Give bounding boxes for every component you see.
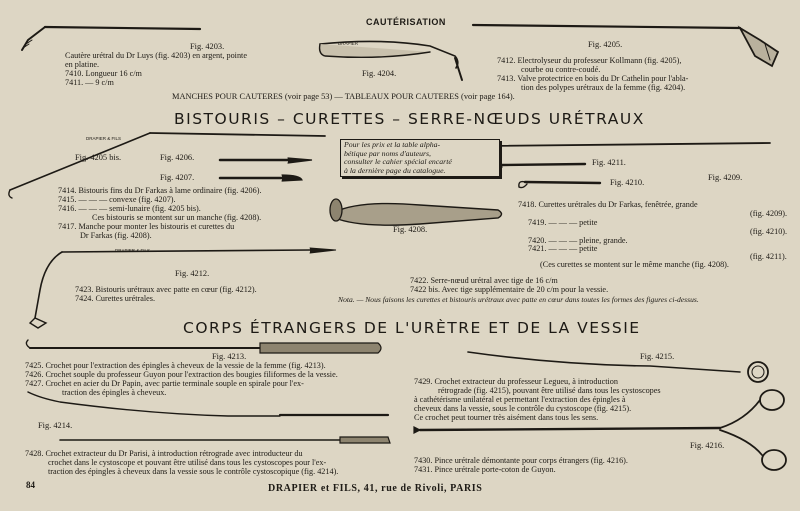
cauter-text-l4: 7411. — 9 c/m	[65, 78, 114, 87]
fig-label: Fig. 4216.	[690, 441, 725, 450]
parisi-text-l1: 7428. Crochet extracteur du Dr Parisi, à introduction rétrograde avec introducteur du	[25, 449, 303, 458]
note-line: à la dernière page du catalogue.	[344, 165, 446, 175]
maker-mark: DRAPIER	[338, 41, 359, 46]
crochet-text-l3: 7427. Crochet en acier du Dr Papin, avec partie terminale souple en spirale pour l'ex-	[25, 379, 304, 388]
fig-label: Fig. 4210.	[610, 178, 645, 187]
manches-line: MANCHES POUR CAUTERES (voir page 53) — TABLEAUX POUR CAUTERES (voir page 164).	[172, 92, 515, 101]
serre-noeud-l1: 7422. Serre-nœud urétral avec tige de 16 c/m	[410, 276, 558, 285]
bistouris-uretraux-l2: 7424. Curettes urétrales.	[75, 294, 156, 303]
fig-label: Fig. 4209.	[708, 173, 743, 182]
maker-mark: DRAPIER & FILS	[115, 248, 151, 253]
fig-label: Fig. 4211.	[592, 158, 626, 167]
bistouris-text-l3: 7416. — — — semi-lunaire (fig. 4205 bis).	[58, 204, 201, 213]
section-heading-bistouris: BISTOURIS – CURETTES – SERRE-NŒUDS URÉTRAUX	[174, 110, 645, 128]
crochet-text-l4: traction des épingles à cheveux.	[62, 388, 167, 397]
fig-label: Fig. 4205 bis.	[75, 153, 122, 162]
manche-farkas-drawing	[330, 199, 502, 225]
bistouris-text-l5: 7417. Manche pour monter les bistouris et curettes du	[58, 222, 235, 231]
cathelin-text-l1: 7413. Valve protectrice en bois du Dr Cathelin pour l'abla-	[497, 74, 689, 83]
serre-noeud-l2: 7422 bis. Avec tige supplémentaire de 20 c/m pour la vessie.	[410, 285, 609, 294]
legueu-text-l3: à cathétérisme unilatéral et permettant l'extraction des épingles à	[414, 395, 626, 404]
section-heading-corps-etrangers: CORPS ÉTRANGERS DE L'URÈTRE ET DE LA VESSIE	[183, 319, 641, 337]
crochet-4214-drawing	[28, 392, 390, 443]
note-line: bétique par noms d'auteurs,	[344, 148, 431, 158]
section-heading-cauterisation: CAUTÉRISATION	[366, 17, 446, 27]
curettes-text-l1: 7418. Curettes urétrales du Dr Farkas, fenêtrée, grande	[518, 200, 698, 209]
pince-text-l1: 7430. Pince urétrale démontante pour corps étrangers (fig. 4216).	[414, 456, 628, 465]
parisi-text-l3: traction des épingles à cheveux dans la vessie sous le contrôle cystoscopique (fig. 4214).	[48, 467, 339, 476]
kollmann-text-l2: courbe ou contre-coudé.	[521, 65, 601, 74]
crochet-text-l1: 7425. Crochet pour l'extraction des épingles à cheveux de la vessie de la femme (fig. 4213).	[25, 361, 326, 370]
cathelin-text-l2: tion des polypes urétraux de la femme (fig. 4204).	[521, 83, 686, 92]
bistouri-4206-drawing	[220, 158, 312, 163]
cautere-luys-drawing	[22, 27, 200, 50]
fig-label: Fig. 4203.	[190, 42, 225, 51]
fig-label: Fig. 4213.	[212, 352, 247, 361]
curettes-text-l6: 7421. — — — petite	[528, 244, 598, 253]
curette-4211-drawing	[494, 164, 585, 171]
crochet-text-l2: 7426. Crochet souple du professeur Guyon pour l'extraction des bougies filiformes de la vessie.	[25, 370, 338, 379]
cauter-text-l1: Cautère urétral du Dr Luys (fig. 4203) en argent, pointe	[65, 51, 247, 60]
fig-label: Fig. 4205.	[588, 40, 623, 49]
legueu-text-l2: rétrograde (fig. 4215), pouvant être utilisé dans tous les cystoscopes	[438, 386, 661, 395]
fig-label: Fig. 4214.	[38, 421, 73, 430]
maker-mark: DRAPIER & FILS	[86, 136, 122, 141]
fig-label: Fig. 4207.	[160, 173, 195, 182]
note-line: Pour les prix et la table alpha-	[344, 140, 441, 149]
curette-4209-drawing	[481, 143, 770, 154]
catalogue-note-box	[340, 139, 500, 177]
fig-label: Fig. 4204.	[362, 69, 397, 78]
curettes-text-l4: (fig. 4210).	[750, 227, 788, 236]
curettes-text-l3: 7419. — — — petite	[528, 218, 598, 227]
pince-text-l2: 7431. Pince urétrale porte-coton de Guyon.	[414, 465, 556, 474]
legueu-text-l1: 7429. Crochet extracteur du professeur Legueu, à introduction	[414, 377, 618, 386]
curettes-text-l7: (fig. 4211).	[750, 252, 787, 261]
curettes-text-l2: (fig. 4209).	[750, 209, 788, 218]
kollmann-text-l1: 7412. Electrolyseur du professeur Kollmann (fig. 4205),	[497, 56, 682, 65]
legueu-text-l5: Ce crochet peut tourner très aisément dans tous les sens.	[414, 413, 599, 422]
fig-label: Fig. 4215.	[640, 352, 675, 361]
curettes-text-l8: (Ces curettes se montent sur le même manche (fig. 4208).	[540, 260, 729, 269]
fig-label: Fig. 4212.	[175, 269, 210, 278]
page-number: 84	[26, 480, 35, 490]
bistouri-4207-drawing	[220, 175, 302, 181]
bistouris-text-l4: Ces bistouris se montent sur un manche (fig. 4208).	[92, 213, 262, 222]
parisi-text-l2: crochet dans le cystoscope et pouvant être utilisé dans tous les cystoscopes pour l'ex-	[48, 458, 327, 467]
bistouris-text-l2: 7415. — — — convexe (fig. 4207).	[58, 195, 176, 204]
bistouris-text-l1: 7414. Bistouris fins du Dr Farkas à lame ordinaire (fig. 4206).	[58, 186, 262, 195]
bistouris-text-l6: Dr Farkas (fig. 4208).	[80, 231, 152, 240]
publisher-address: DRAPIER et FILS, 41, rue de Rivoli, PARIS	[268, 483, 483, 494]
curette-4210-drawing	[519, 182, 600, 188]
nota-line: Nota. — Nous faisons les curettes et bistouris urétraux avec patte en cœur dans toutes les formes des figures ci-dessus.	[338, 295, 699, 304]
cauter-text-l2: en platine.	[65, 60, 100, 69]
fig-label: Fig. 4206.	[160, 153, 195, 162]
bistouris-uretraux-l1: 7423. Bistouris urétraux avec patte en cœur (fig. 4212).	[75, 285, 257, 294]
curettes-text-l5: 7420. — — — pleine, grande.	[528, 236, 628, 245]
fig-label: Fig. 4208.	[393, 225, 428, 234]
note-line: consulter le cahier spécial encarté	[344, 157, 452, 167]
crochet-4213-drawing	[26, 340, 381, 353]
legueu-text-l4: cheveux dans la vessie, sous le contrôle du cystoscope (fig. 4215).	[414, 404, 632, 413]
cauter-text-l3: 7410. Longueur 16 c/m	[65, 69, 142, 78]
